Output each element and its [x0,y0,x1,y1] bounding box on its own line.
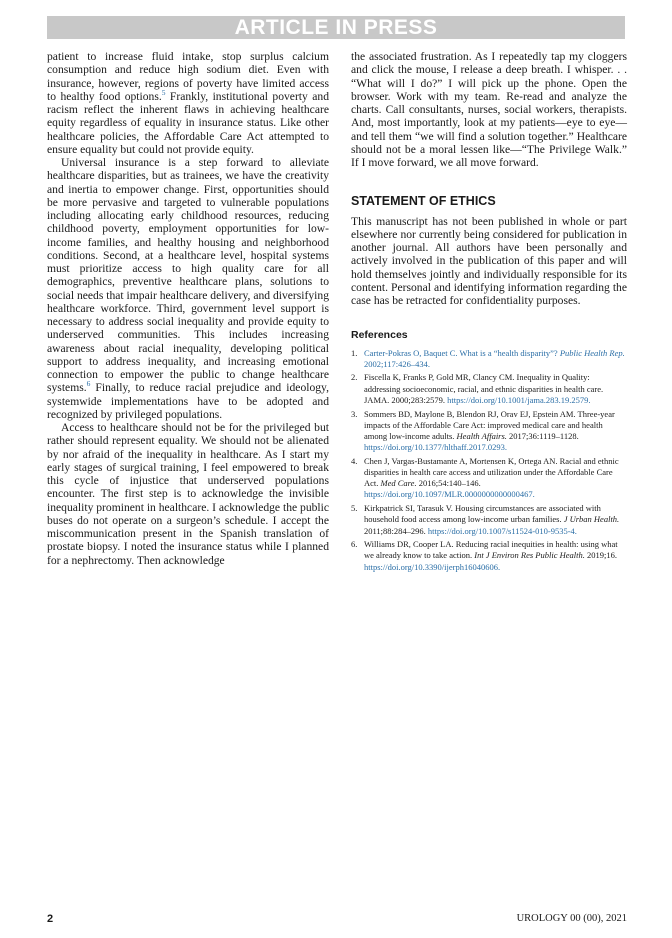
reference-item: 5. Kirkpatrick SI, Tarasuk V. Housing circumstances are associated with household food access among low-income urban families. J Urban Health. 2011;88:284–296. https://doi.org/10.1007/s11524-010-9535-4. [351,503,620,536]
doi-link[interactable]: https://doi.org/10.1007/s11524-010-9535-4. [427,525,577,536]
reference-item: 1. Carter-Pokras O, Baquet C. What is a “health disparity”? Public Health Rep. 2002;117:426–434. [351,347,625,369]
ethics-heading: STATEMENT OF ETHICS [351,194,496,209]
left-column [47,50,329,567]
page-number: 2 [47,913,54,925]
reference-item: 6. Williams DR, Cooper LA. Reducing racial inequities in health: using what we already know to take action. Int J Environ Res Public Health. 2019;16. https://doi.org/10.3390/ijerph16040606. [351,539,618,572]
article-in-press-banner: ARTICLE IN PRESS [47,16,625,39]
ethics-paragraph: This manuscript has not been published in whole or part elsewhere nor currently being considered for publication in another journal. All authors have been personally and actively involved in the publication of this paper and will hold themselves jointly and individually responsible for its content. Personal and identifying information regarding the case has be retracted for confidentiality purposes. [351,214,627,307]
reference-item: 2. Fiscella K, Franks P, Gold MR, Clancy CM. Inequality in Quality: addressing socioeconomic, racial, and ethnic disparities in health care. JAMA. 2000;283:2579. https://doi.org/10.1001/jama.283.19.2579. [351,372,604,405]
doi-link[interactable]: https://doi.org/10.1377/hlthaff.2017.0293. [364,442,508,453]
references-heading: References [351,329,408,342]
right-column [351,50,627,575]
paragraph: the associated frustration. As I repeatedly tap my cloggers and click the mouse, I release a deep breath. I whisper. . . “What will I do?” I will pick up the phone. Open the browser. Work with my team. Re-read and analyze the charts. Call consultants, nurses, social workers, therapists. And, most importantly, look at my patients—eye to eye—and tell them “we will find a solution together.” Healthcare should not be a moral lessen like—“The Privilege Walk.” If I move forward, we all move forward. [351,50,627,169]
doi-link[interactable]: https://doi.org/10.1001/jama.283.19.2579. [447,394,591,405]
doi-link[interactable]: https://doi.org/10.3390/ijerph16040606. [364,561,501,572]
paragraph: patient to increase fluid intake, stop surplus calcium consumption and reduce high sodium diet. Even with insurance, however, regions of poverty have limited access to healthy food options.$^5$ Frankly, institutional poverty and racism reflect the inherent flaws in achieving healthcare equity regardless of equality in insurance status. Like other healthcare policies, the Affordable Care Act attempted to ensure equality but could not provide equity. [47,50,329,156]
reference-item: 3. Sommers BD, Maylone B, Blendon RJ, Orav EJ, Epstein AM. Three-year impacts of the Affordable Care Act: improved medical care and health among low-income adults. Health Affairs. 2017;36:1119–1128. https://doi.org/10.1377/hlthaff.2017.0293. [351,408,615,453]
reference-list [351,348,627,573]
reference-item: 4. Chen J, Vargas-Bustamante A, Mortensen K, Ortega AN. Racial and ethnic disparities in health care access and utilization under the Affordable Care Act. Med Care. 2016;54:140–146. https://doi.org/10.1097/MLR.0000000000000467. [351,455,619,500]
citation-link[interactable]: 6 [86,379,91,389]
citation-link[interactable]: 5 [161,87,166,97]
journal-footer: UROLOGY 00 (00), 2021 [516,913,627,924]
paragraph: Access to healthcare should not be for the privileged but rather should represent equality. We should not be alienated by nor afraid of the inequality in healthcare. As I start my early stages of surgical training, I feel empowered to break this cycle of injustice that underserved populations encounter. The first step is to acknowledge the invisible inequality prominent in healthcare. I acknowledge the public buses do not operate on a surgeon’s schedule. I accept the miscommunication present in the Spanish translation of prostate biopsy. I noted the insurance status while I planned for a nephrectomy. Then acknowledge [47,421,330,567]
doi-link[interactable]: https://doi.org/10.1097/MLR.0000000000000467. [364,489,535,500]
paragraph: Universal insurance is a step forward to alleviate healthcare disparities, but as trainees, we have the creativity and inertia to empower change. First, opportunities should be more pervasive and targeted to vulnerable populations including allocating early childhood resources, reducing childhood poverty, employment opportunities for low-income families, and healthy housing and neighborhood conditions. Second, at a healthcare level, hospital systems must prioritize access to high quality care for all demographics, preventive healthcare plans, solutions to social needs that impair healthcare delivery, and diversifying healthcare workforce. Third, government level support is necessary to address social inequality and provide equity to underserved communities. This includes increasing awareness about racial inequality, developing political support to address inequality, and increasing emotional connection to empower the public to change healthcare systems.$^6$ Finally, to reduce racial prejudice and ideology, systemwide implementations have to be adopted and recognized by privileged populations. [47,156,329,421]
reference-link[interactable]: Carter-Pokras O, Baquet C. What is a “health disparity”? Public Health Rep. 2002;117:426–434. [364,347,625,369]
